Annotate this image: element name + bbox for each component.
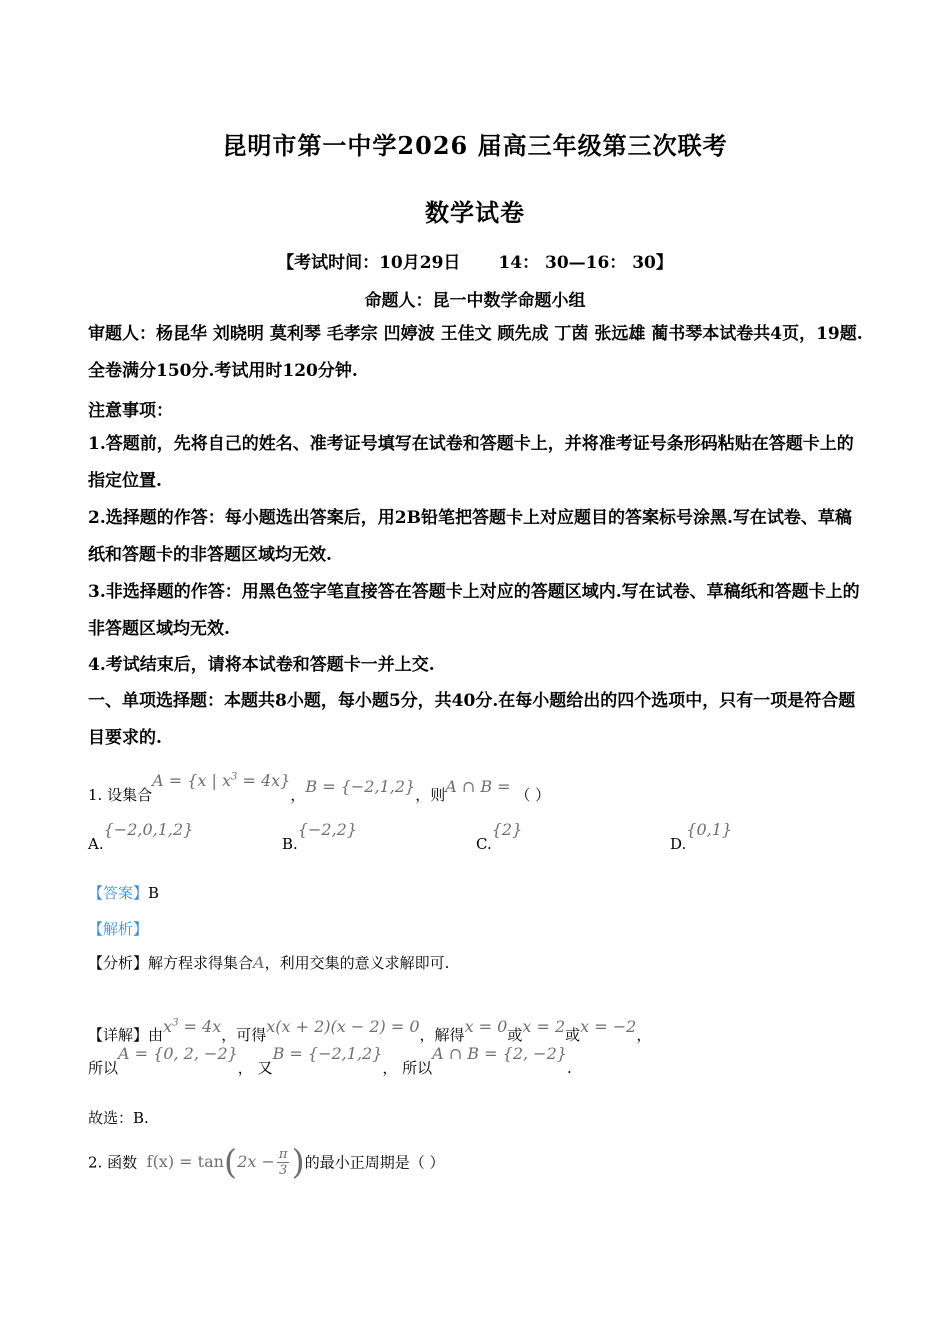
question-2-inner: 2x −: [237, 1151, 275, 1171]
question-2-prefix: 2. 函数: [88, 1153, 138, 1172]
pi-over-three: $\frac{\pi}{3}$: [278, 1146, 288, 1178]
question-2-tail: 的最小正周期是（ ）: [304, 1153, 445, 1172]
detail-eq-1: $x^3 = 4x$: [163, 1017, 222, 1036]
detail-or-2: 或: [565, 1026, 581, 1044]
question-1-expr: A ∩ B =: [445, 777, 511, 796]
question-2: [88, 1142, 445, 1182]
also-text: ， 又: [237, 1059, 273, 1077]
exam-title: 昆明市第一中学2026 届高三年级第三次联考: [222, 131, 728, 160]
option-a: [88, 820, 194, 853]
so-text-1: 所以: [88, 1059, 119, 1077]
detail-eq-3: x = 0: [464, 1017, 508, 1036]
question-1-blank: （ ）: [515, 786, 551, 804]
answer-tag: 【答案】: [88, 884, 149, 902]
analysis-heading: [88, 918, 148, 939]
notice-heading: 注意事项：: [88, 401, 173, 421]
so-end: .: [566, 1059, 572, 1077]
so-text-2: ， 所以: [382, 1059, 433, 1077]
fenxi-var: A: [253, 953, 265, 972]
option-a-value: {−2,0,1,2}: [103, 820, 194, 839]
question-1-set-b: B = {−2,1,2}: [305, 777, 416, 796]
analysis-summary: [88, 952, 449, 973]
exam-author: 命题人：昆一中数学命题小组: [364, 291, 586, 311]
answer-value: B: [148, 884, 160, 902]
question-2-func: f(x) = tan: [146, 1151, 224, 1171]
fenxi-text-1: 解方程求得集合: [148, 954, 254, 972]
also-eq: B = {−2,1,2}: [272, 1044, 383, 1063]
exam-time: [0, 248, 950, 273]
notice-item-4: 4.考试结束后，请将本试卷和答题卡一并上交.: [88, 655, 435, 675]
option-c: [476, 820, 523, 853]
detail-text-2: ，可得: [221, 1026, 267, 1044]
detail-eq-2: x(x + 2)(x − 2) = 0: [266, 1017, 420, 1036]
notice-item-1: 1.答题前，先将自己的姓名、准考证号填写在试卷和答题卡上，并将准考证号条形码粘贴在答题卡上的指定位置.: [88, 434, 854, 491]
so-eq-1: A = {0, 2, −2}: [118, 1044, 238, 1063]
question-1-set-a: A = {x | $x^3 = 4x$}: [152, 771, 291, 790]
notice-item-3: 3.非选择题的作答：用黑色签字笔直接答在答题卡上对应的答题区域内.写在试卷、草稿纸和答题卡上的非答题区域均无效.: [88, 582, 860, 639]
exam-subject-title: 数学试卷: [425, 198, 525, 227]
detail-or-1: 或: [507, 1026, 523, 1044]
detail-eq-5: x = −2: [580, 1017, 637, 1036]
answer-line: [88, 882, 159, 903]
fenxi-text-2: ，利用交集的意义求解即可.: [264, 954, 450, 972]
choose-line: 故选：B.: [88, 1109, 149, 1127]
option-b-label: B.: [282, 835, 298, 853]
option-c-label: C.: [476, 835, 492, 853]
question-2-formula: f(x) = tan(2x − $\frac{\pi}{3}$ ): [146, 1142, 305, 1182]
analysis-tag: 【解析】: [88, 920, 149, 938]
option-b-value: {−2,2}: [297, 820, 358, 839]
option-b: [282, 820, 358, 853]
exam-date: 【考试时间：10月29日: [277, 253, 461, 273]
notice-item-2: 2.选择题的作答：每小题选出答案后，用2B铅笔把答题卡上对应题目的答案标号涂黑.写在试卷、草稿纸和答题卡的非答题区域均无效.: [88, 508, 852, 565]
option-d-value: {0,1}: [686, 820, 733, 839]
detail-eq-4: x = 2: [522, 1017, 566, 1036]
question-1-then: ，则: [415, 786, 446, 804]
question-1: [88, 771, 551, 805]
option-c-value: {2}: [491, 820, 523, 839]
detail-comma: ，: [636, 1026, 652, 1044]
option-d: [670, 820, 733, 853]
detail-text-1: 由: [148, 1026, 164, 1044]
fenxi-tag: 【分析】: [88, 954, 149, 972]
option-a-label: A.: [88, 835, 104, 853]
detail-line-1: [88, 1017, 652, 1045]
exam-hours: 14： 30—16： 30】: [498, 253, 673, 273]
detail-tag: 【详解】: [88, 1026, 149, 1044]
question-1-comma: ，: [290, 786, 306, 804]
detail-text-3: ，解得: [419, 1026, 465, 1044]
option-d-label: D.: [670, 835, 687, 853]
detail-line-2: [88, 1044, 572, 1078]
so-eq-2: A ∩ B = {2, −2}: [432, 1044, 567, 1063]
reviewers-and-info: 审题人：杨昆华 刘晓明 莫利琴 毛孝宗 凹婷波 王佳文 顾先成 丁茵 张远雄 蔺书琴本试卷共4页，19题.全卷满分150分.考试用时120分钟.: [88, 324, 863, 381]
section-heading: 一、单项选择题：本题共8小题，每小题5分，共40分.在每小题给出的四个选项中，只有一项是符合题目要求的.: [88, 691, 856, 748]
question-1-prefix: 1. 设集合: [88, 786, 153, 804]
